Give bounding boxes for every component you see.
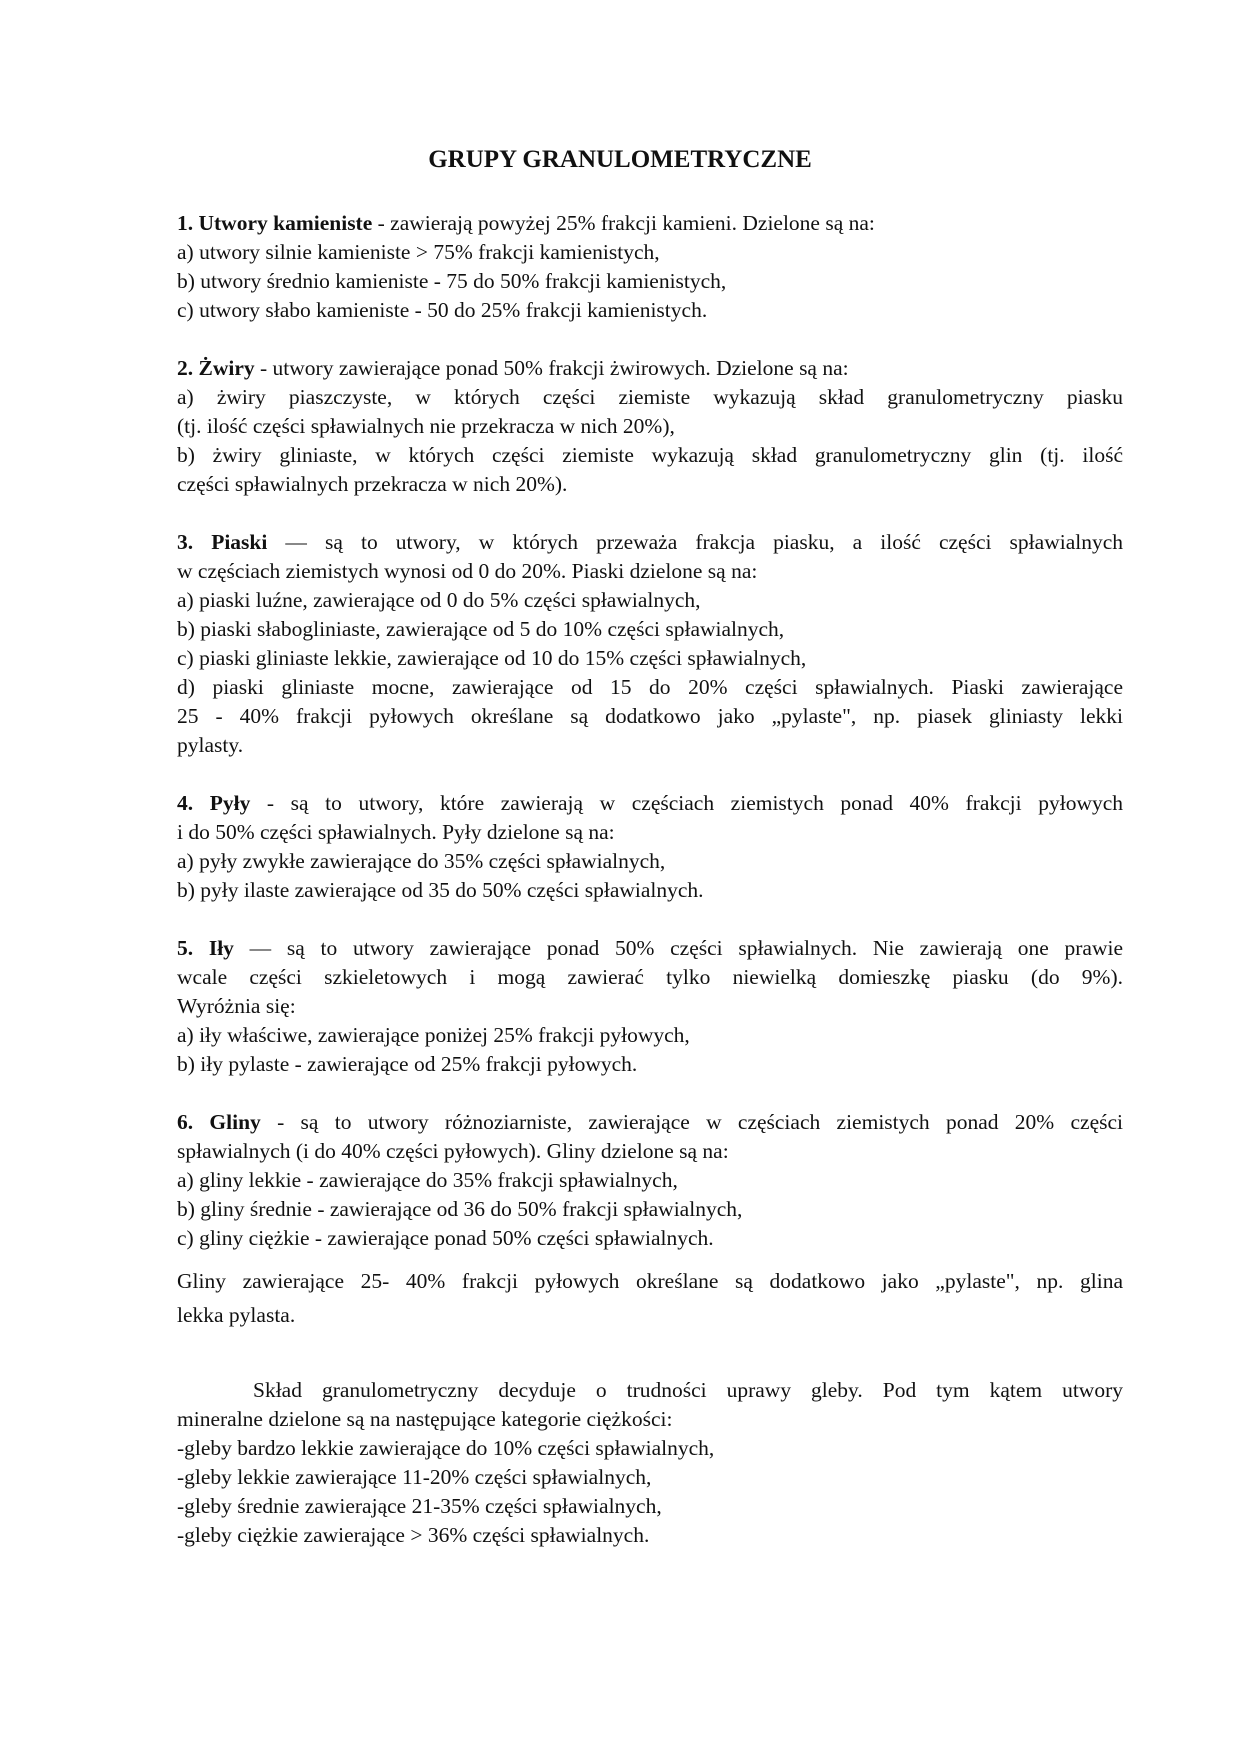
section-intro: 3. Piaski — są to utwory, w których przeważa frakcja piasku, a ilość części spławialnych <box>177 530 1124 554</box>
list-item: -gleby średnie zawierające 21-35% części spławialnych, <box>177 1494 662 1518</box>
text-line: Skład granulometryczny decyduje o trudności uprawy gleby. Pod tym kątem utwory <box>253 1378 1123 1402</box>
section-zwiry <box>177 354 1123 499</box>
list-item: a) utwory silnie kamieniste > 75% frakcji kamienistych, <box>177 240 660 264</box>
section-utwory-kamieniste <box>177 209 1123 325</box>
list-item: a) piaski luźne, zawierające od 0 do 5% części spławialnych, <box>177 588 701 612</box>
section-gliny <box>177 1108 1123 1332</box>
section-intro: 4. Pyły - są to utwory, które zawierają w częściach ziemistych ponad 40% frakcji pyłowych <box>177 791 1124 815</box>
text-line: części spławialnych przekracza w nich 20%). <box>177 472 568 496</box>
summary-paragraph <box>177 1376 1123 1550</box>
spacer <box>177 1253 1123 1264</box>
list-item: a) gliny lekkie - zawierające do 35% frakcji spławialnych, <box>177 1168 678 1192</box>
text-line: b) żwiry gliniaste, w których części ziemiste wykazują skład granulometryczny glin (tj. ilość <box>177 443 1123 467</box>
text-line: pylasty. <box>177 733 244 757</box>
section-intro: 2. Żwiry - utwory zawierające ponad 50% frakcji żwirowych. Dzielone są na: <box>177 356 849 380</box>
list-item: b) gliny średnie - zawierające od 36 do 50% frakcji spławialnych, <box>177 1197 743 1221</box>
list-item: c) utwory słabo kamieniste - 50 do 25% frakcji kamienistych. <box>177 298 708 322</box>
section-heading: 4. Pyły <box>177 791 251 815</box>
section-piaski <box>177 528 1123 760</box>
list-item: b) iły pylaste - zawierające od 25% frakcji pyłowych. <box>177 1052 638 1076</box>
section-intro: 6. Gliny - są to utwory różnoziarniste, zawierające w częściach ziemistych ponad 20% części <box>177 1110 1123 1134</box>
list-item: b) utwory średnio kamieniste - 75 do 50% frakcji kamienistych, <box>177 269 727 293</box>
section-pyly <box>177 789 1123 905</box>
page-title: GRUPY GRANULOMETRYCZNE <box>428 146 812 173</box>
section-heading: 3. Piaski <box>177 530 268 554</box>
text-line: wcale części szkieletowych i mogą zawierać tylko niewielką domieszkę piasku (do 9%). <box>177 965 1123 989</box>
list-item: a) pyły zwykłe zawierające do 35% części spławialnych, <box>177 849 666 873</box>
section-heading: 2. Żwiry <box>177 356 255 380</box>
list-item: d) piaski gliniaste mocne, zawierające od 15 do 20% części spławialnych. Piaski zawierające <box>177 675 1123 699</box>
list-item: c) gliny ciężkie - zawierające ponad 50% części spławialnych. <box>177 1226 714 1250</box>
note-line: Gliny zawierające 25- 40% frakcji pyłowych określane są dodatkowo jako „pylaste", np. glina <box>177 1269 1123 1293</box>
section-heading: 1. Utwory kamieniste <box>177 211 373 235</box>
section-heading: 5. Iły <box>177 936 234 960</box>
text-line: Wyróżnia się: <box>177 994 296 1018</box>
list-item: -gleby bardzo lekkie zawierające do 10% części spławialnych, <box>177 1436 715 1460</box>
list-item: c) piaski gliniaste lekkie, zawierające od 10 do 15% części spławialnych, <box>177 646 807 670</box>
text-line: (tj. ilość części spławialnych nie przekracza w nich 20%), <box>177 414 675 438</box>
section-intro: 1. Utwory kamieniste - zawierają powyżej 25% frakcji kamieni. Dzielone są na: <box>177 211 875 235</box>
text-line: a) żwiry piaszczyste, w których części ziemiste wykazują skład granulometryczny piasku <box>177 385 1123 409</box>
text-line: spławialnych (i do 40% części pyłowych). Gliny dzielone są na: <box>177 1139 729 1163</box>
list-item: a) iły właściwe, zawierające poniżej 25% frakcji pyłowych, <box>177 1023 690 1047</box>
section-heading: 6. Gliny <box>177 1110 261 1134</box>
text-line: i do 50% części spławialnych. Pyły dzielone są na: <box>177 820 615 844</box>
list-item: -gleby lekkie zawierające 11-20% części spławialnych, <box>177 1465 652 1489</box>
section-intro: 5. Iły — są to utwory zawierające ponad 50% części spławialnych. Nie zawierają one prawie <box>177 936 1123 960</box>
document-body <box>177 209 1123 1579</box>
note-line: lekka pylasta. <box>177 1303 296 1327</box>
section-ily <box>177 934 1123 1079</box>
list-item: b) piaski słabogliniaste, zawierające od 5 do 10% części spławialnych, <box>177 617 785 641</box>
text-line: mineralne dzielone są na następujące kategorie ciężkości: <box>177 1407 673 1431</box>
list-item: b) pyły ilaste zawierające od 35 do 50% części spławialnych. <box>177 878 704 902</box>
text-line: 25 - 40% frakcji pyłowych określane są dodatkowo jako „pylaste", np. piasek gliniasty lekki <box>177 704 1123 728</box>
text-line: w częściach ziemistych wynosi od 0 do 20%. Piaski dzielone są na: <box>177 559 758 583</box>
list-item: -gleby ciężkie zawierające > 36% części spławialnych. <box>177 1523 650 1547</box>
